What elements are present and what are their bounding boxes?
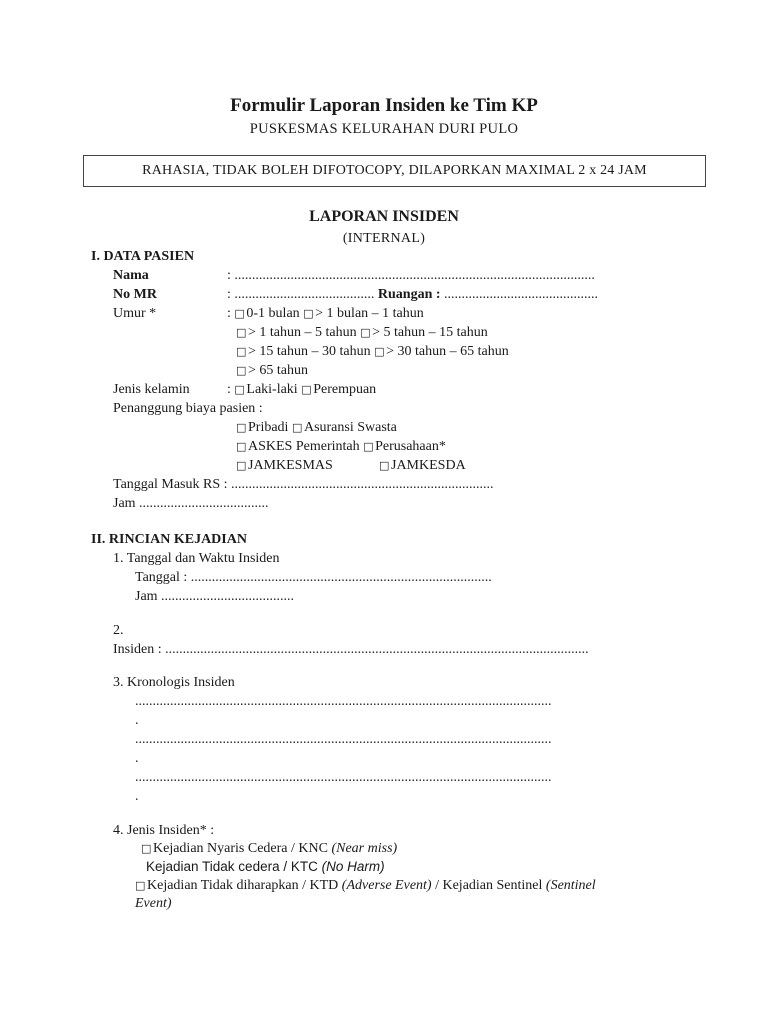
form-title: Formulir Laporan Insiden ke Tim KP xyxy=(230,95,538,116)
confidential-banner: RAHASIA, TIDAK BOLEH DIFOTOCOPY, DILAPORKAN MAXIMAL 2 x 24 JAM xyxy=(83,155,706,187)
option-askes: ASKES Pemerintah xyxy=(248,439,360,454)
section-heading-data-pasien: I. DATA PASIEN xyxy=(91,249,195,264)
checkbox-icon[interactable]: □ xyxy=(360,326,371,339)
checkbox-icon[interactable]: □ xyxy=(236,364,247,377)
checkbox-icon[interactable]: □ xyxy=(303,307,314,320)
report-title: LAPORAN INSIDEN xyxy=(309,208,459,225)
checkbox-icon[interactable]: □ xyxy=(135,879,146,892)
sentinel-italic: (Sentinel xyxy=(545,878,596,893)
biaya-row-1 xyxy=(236,419,397,437)
ktc-italic: (No Harm) xyxy=(321,859,385,874)
field-nama[interactable]: : ....................................................................................................... xyxy=(227,268,595,283)
field-insiden[interactable]: Insiden : ......................................................................................................................... xyxy=(113,642,589,657)
item-tanggal-waktu: 1. Tanggal dan Waktu Insiden xyxy=(113,551,280,566)
label-no-mr: No MR xyxy=(113,287,157,302)
option-umur-6: > 65 tahun xyxy=(248,363,308,378)
ktd-italic: (Adverse Event) xyxy=(341,878,432,893)
checkbox-icon[interactable]: □ xyxy=(236,326,247,339)
kronologi-line[interactable]: ....................................................................................................................... xyxy=(135,694,552,709)
field-tanggal-masuk[interactable]: Tanggal Masuk RS : ........................................................................... xyxy=(113,477,494,492)
umur-colon: : xyxy=(227,306,231,321)
kronologi-line[interactable]: ....................................................................................................................... xyxy=(135,770,552,785)
item-jenis-insiden: 4. Jenis Insiden* : xyxy=(113,823,215,838)
checkbox-icon[interactable]: □ xyxy=(379,459,390,472)
kronologi-line: . xyxy=(135,789,139,804)
checkbox-icon[interactable]: □ xyxy=(363,440,374,453)
option-jamkesda: JAMKESDA xyxy=(391,458,466,473)
checkbox-icon[interactable]: □ xyxy=(141,842,152,855)
checkbox-icon[interactable]: □ xyxy=(301,383,312,396)
umur-row-1 xyxy=(227,305,424,323)
umur-row-2 xyxy=(236,324,488,342)
option-umur-0: 0-1 bulan xyxy=(246,306,300,321)
option-umur-5: > 30 tahun – 65 tahun xyxy=(386,344,509,359)
option-umur-3: > 5 tahun – 15 tahun xyxy=(372,325,488,340)
option-umur-4: > 15 tahun – 30 tahun xyxy=(248,344,371,359)
umur-row-3 xyxy=(236,343,509,361)
item-kronologis: 3. Kronologis Insiden xyxy=(113,675,235,690)
ktd-label: Kejadian Tidak diharapkan / KTD xyxy=(147,878,342,893)
checkbox-icon[interactable]: □ xyxy=(234,383,245,396)
option-umur-2: > 1 tahun – 5 tahun xyxy=(248,325,357,340)
ktc-label: Kejadian Tidak cedera / KTC xyxy=(146,859,322,874)
label-ruangan: Ruangan : xyxy=(377,287,441,302)
field-no-mr[interactable] xyxy=(227,286,598,304)
biaya-row-2 xyxy=(236,438,446,456)
section-heading-rincian: II. RINCIAN KEJADIAN xyxy=(91,532,247,547)
checkbox-icon[interactable]: □ xyxy=(234,307,245,320)
item-2-number: 2. xyxy=(113,623,124,638)
jk-colon: : xyxy=(227,382,231,397)
option-perusahaan: Perusahaan* xyxy=(375,439,446,454)
checkbox-icon[interactable]: □ xyxy=(236,459,247,472)
option-umur-1: > 1 bulan – 1 tahun xyxy=(315,306,424,321)
label-jenis-kelamin: Jenis kelamin xyxy=(113,382,190,397)
field-jam-insiden[interactable]: Jam ...................................... xyxy=(135,589,295,604)
sentinel-event-continued: Event) xyxy=(135,896,172,911)
option-ktc[interactable] xyxy=(146,858,385,876)
biaya-row-3 xyxy=(236,457,333,475)
option-knc[interactable] xyxy=(141,840,397,858)
option-jamkesmas: JAMKESMAS xyxy=(248,458,333,473)
option-laki-laki: Laki-laki xyxy=(246,382,298,397)
option-pribadi: Pribadi xyxy=(248,420,289,435)
option-asuransi-swasta: Asuransi Swasta xyxy=(303,420,397,435)
checkbox-icon[interactable]: □ xyxy=(291,421,303,434)
umur-row-4 xyxy=(236,362,308,380)
kronologi-line[interactable]: ....................................................................................................................... xyxy=(135,732,552,747)
form-subtitle: PUSKESMAS KELURAHAN DURI PULO xyxy=(249,121,519,137)
label-penanggung-biaya: Penanggung biaya pasien : xyxy=(113,401,263,416)
option-ktd[interactable] xyxy=(135,877,596,895)
report-subtitle: (INTERNAL) xyxy=(342,231,426,246)
checkbox-icon[interactable]: □ xyxy=(236,421,247,434)
field-ruangan[interactable]: ............................................ xyxy=(444,287,599,302)
checkbox-icon[interactable]: □ xyxy=(236,345,247,358)
knc-label: Kejadian Nyaris Cedera / KNC xyxy=(153,841,332,856)
knc-italic: (Near miss) xyxy=(331,841,398,856)
checkbox-icon[interactable]: □ xyxy=(236,440,247,453)
field-jam-masuk[interactable]: Jam ..................................... xyxy=(113,496,269,511)
checkbox-icon[interactable]: □ xyxy=(374,345,385,358)
kronologi-line: . xyxy=(135,713,139,728)
no-mr-dots: : ........................................ xyxy=(227,287,375,302)
sentinel-label: / Kejadian Sentinel xyxy=(431,878,546,893)
jenis-kelamin-row xyxy=(227,381,376,399)
option-perempuan: Perempuan xyxy=(313,382,377,397)
kronologi-line: . xyxy=(135,751,139,766)
label-nama: Nama xyxy=(113,268,149,283)
biaya-row-3b xyxy=(379,457,466,475)
label-umur: Umur * xyxy=(113,306,157,321)
field-tanggal-insiden[interactable]: Tanggal : ...................................................................................... xyxy=(135,570,492,585)
